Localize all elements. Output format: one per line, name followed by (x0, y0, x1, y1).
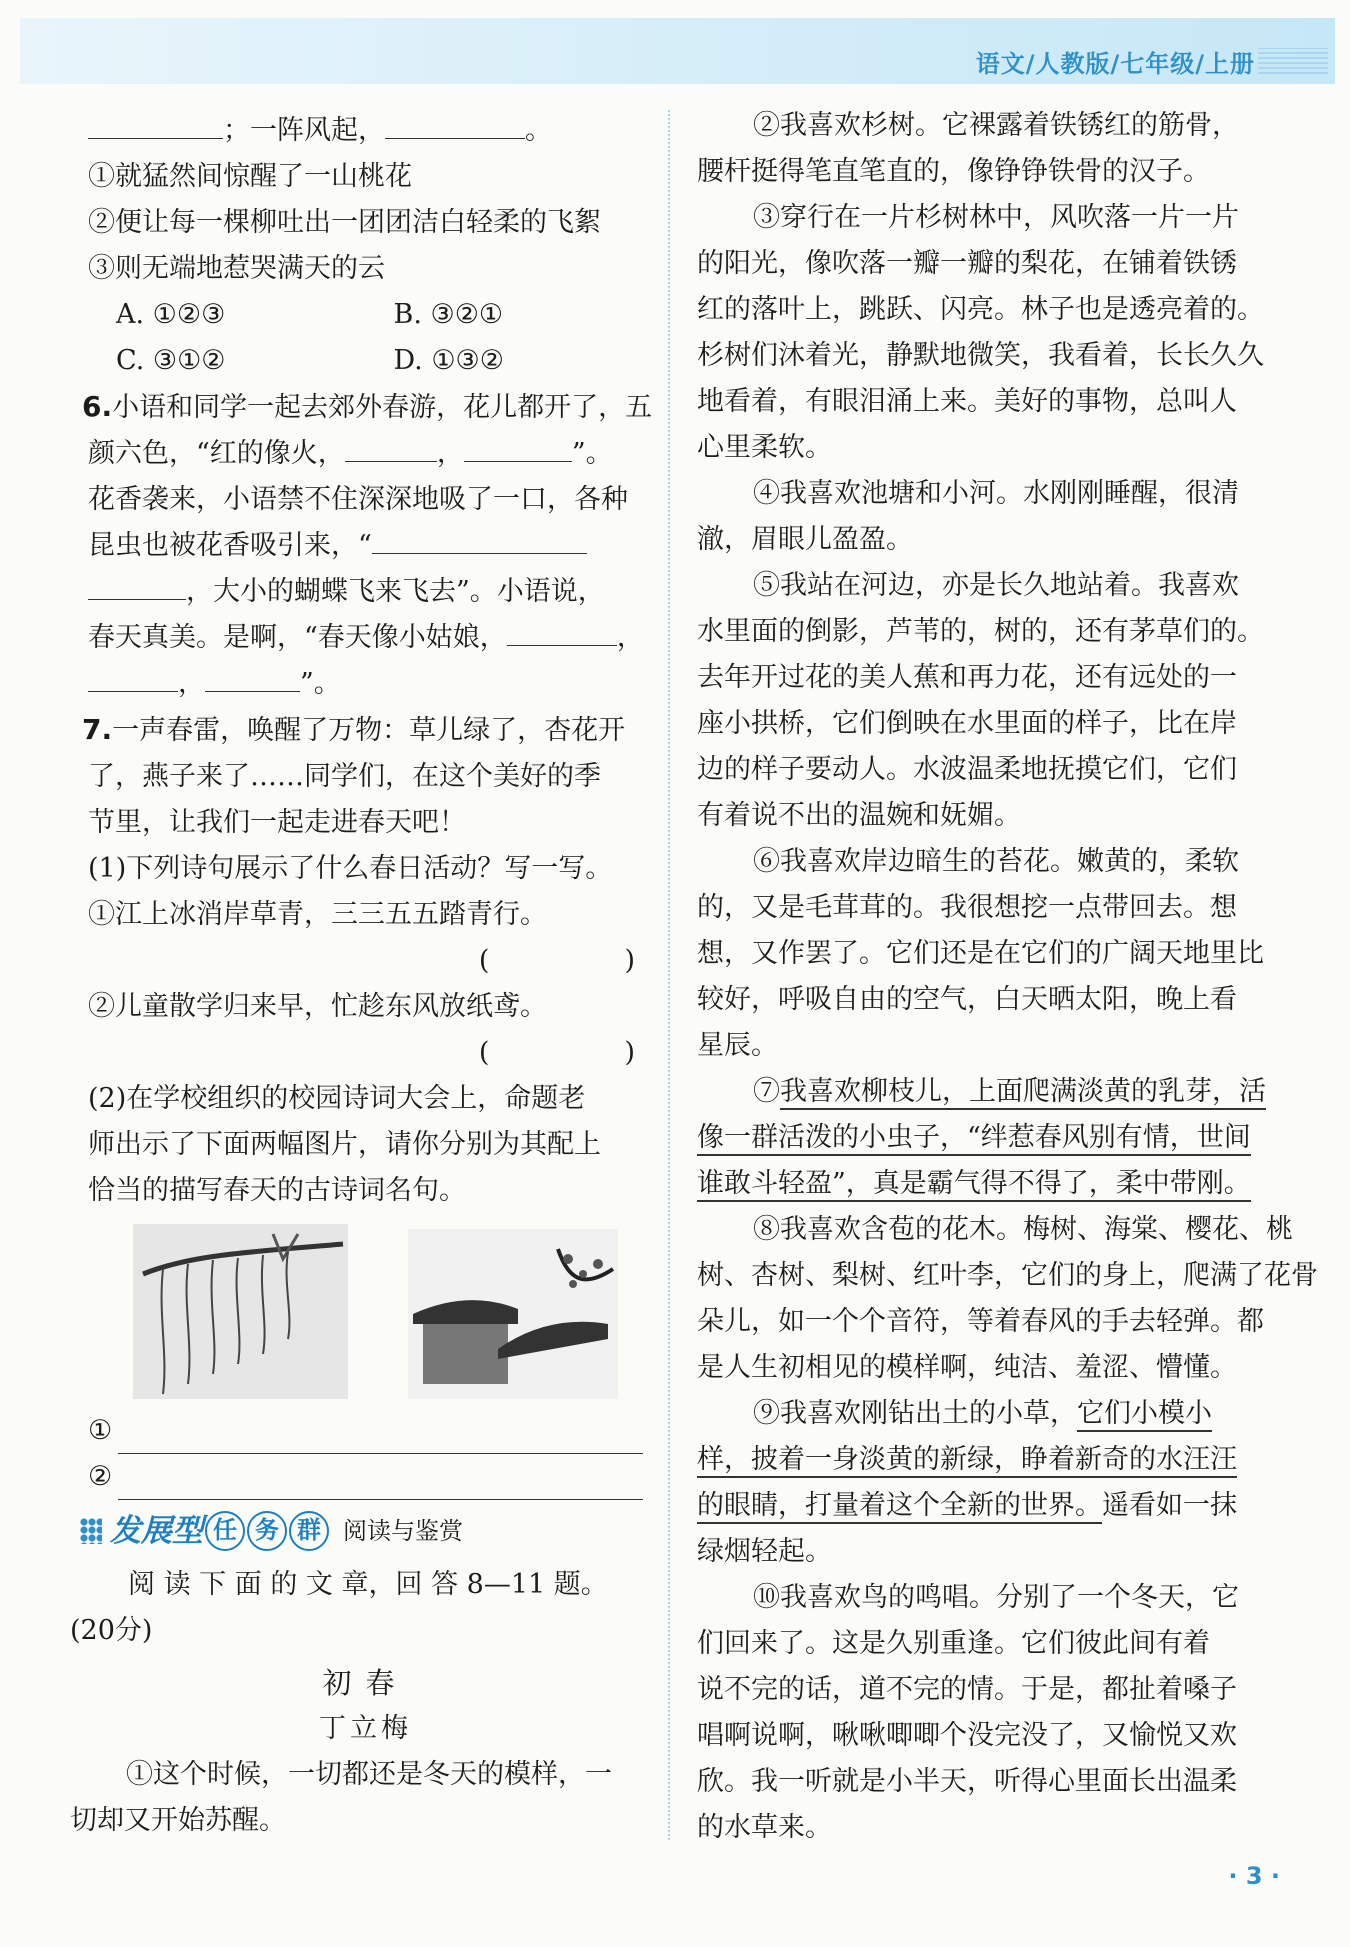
q6-line: 春天真美。是啊，“春天像小姑娘， ， (88, 615, 643, 661)
article-line: 的水草来。 (697, 1812, 832, 1843)
article-line: ②我喜欢杉树。它裸露着铁锈红的筋骨， (753, 110, 1239, 141)
answer-blank[interactable] (345, 431, 437, 462)
underlined-text: 它们小模小 (1077, 1398, 1212, 1432)
article-line: ⑩我喜欢鸟的鸣唱。分别了一个冬天，它 (753, 1582, 1239, 1613)
q6-line: 6.小语和同学一起去郊外春游，花儿都开了，五 (82, 390, 653, 423)
article-line: 的，又是毛茸茸的。我很想挖一点带回去。想 (697, 892, 1237, 923)
left-column (70, 108, 653, 1844)
article-line: 唱啊说啊，啾啾唧唧个没完没了，又愉悦又欢 (697, 1720, 1237, 1751)
q5-option: ②便让每一棵柳吐出一团团洁白轻柔的飞絮 (88, 207, 601, 238)
poem-line: ①江上冰消岸草青，三三五五踏青行。 (88, 899, 547, 930)
q7-part2: (2)在学校组织的校园诗词大会上，命题老 (88, 1083, 586, 1114)
q5-choices-row (88, 338, 643, 384)
answer-blank[interactable] (464, 431, 572, 462)
illustrations (88, 1224, 643, 1404)
article-line: 朵儿，如一个个音符，等着春风的手去轻弹。都 (697, 1306, 1264, 1337)
article-author: 丁立梅 (319, 1713, 412, 1744)
answer-blank[interactable] (205, 661, 300, 692)
q7-line: 了，燕子来了……同学们，在这个美好的季 (88, 761, 601, 792)
willow-illustration (133, 1224, 348, 1399)
article-line: ⑦我喜欢柳枝儿，上面爬满淡黄的乳芽，活 (697, 1069, 1257, 1115)
article-line: 地看着，有眼泪涌上来。美好的事物，总叫人 (697, 386, 1237, 417)
question-number: 6. (82, 390, 113, 423)
right-column (697, 103, 1318, 1851)
q7-part1: (1)下列诗句展示了什么春日活动？写一写。 (88, 853, 613, 884)
article-line: 杉树们沐着光，静默地微笑，我看着，长长久久 (697, 340, 1264, 371)
article-line: 绿烟轻起。 (697, 1536, 832, 1567)
article-line: ⑨我喜欢刚钻出土的小草，它们小模小 (697, 1391, 1257, 1437)
choice-c[interactable]: C. ③①② (116, 345, 226, 376)
header-title: 语文/人教版/七年级/上册 (975, 50, 1255, 78)
underlined-text: 谁敢斗轻盈”，真是霸气得不得了，柔中带刚。 (697, 1168, 1251, 1202)
article-line: 澈，眉眼儿盈盈。 (697, 524, 913, 555)
article-paragraph: 切却又开始苏醒。 (70, 1805, 286, 1836)
article-line: 是人生初相见的模样啊，纯洁、羞涩、懵懂。 (697, 1352, 1237, 1383)
underlined-text: 样，披着一身淡黄的新绿，睁着新奇的水汪汪 (697, 1444, 1237, 1478)
article-line (697, 1437, 1257, 1483)
article-line: ④我喜欢池塘和小河。水刚刚睡醒，很清 (753, 478, 1239, 509)
underlined-text: 像一群活泼的小虫子，“绊惹春风别有情，世间 (697, 1122, 1251, 1156)
article-line: 边的样子要动人。水波温柔地抚摸它们，它们 (697, 754, 1237, 785)
article-line: 心里柔软。 (697, 432, 832, 463)
underlined-text: 的眼睛，打量着这个全新的世界。 (697, 1490, 1102, 1524)
q6-line: 颜六色，“红的像火， ， ”。 (88, 431, 643, 477)
article-line: 座小拱桥，它们倒映在水里面的样子，比在岸 (697, 708, 1237, 739)
answer-blank[interactable] (88, 108, 223, 139)
q6-line: ，大小的蝴蝶飞来飞去”。小语说， (88, 569, 643, 615)
article-title: 初春 (322, 1666, 409, 1700)
q7-part2: 师出示了下面两幅图片，请你分别为其配上 (88, 1129, 601, 1160)
q7-line: 7.一声春雷，唤醒了万物：草儿绿了，杏花开 (82, 713, 626, 746)
section-char: 务 (247, 1511, 287, 1551)
q5-option: ①就猛然间惊醒了一山桃花 (88, 161, 412, 192)
q5-tail: ；一阵风起， 。 (88, 108, 643, 154)
article-line: 水里面的倒影，芦苇的，树的，还有茅草们的。 (697, 616, 1264, 647)
article-line: 腰杆挺得笔直笔直的，像铮铮铁骨的汉子。 (697, 156, 1210, 187)
answer-blank[interactable] (507, 615, 617, 646)
article-line: 有着说不出的温婉和妩媚。 (697, 800, 1021, 831)
choice-a[interactable]: A. ①②③ (116, 299, 226, 330)
article-line: 较好，呼吸自由的空气，白天晒太阳，晚上看 (697, 984, 1237, 1015)
answer-blank[interactable] (88, 661, 178, 692)
q6-line: 花香袭来，小语禁不住深深地吸了一口，各种 (88, 484, 628, 515)
header-stripes (1258, 48, 1328, 74)
answer-paren[interactable]: ( ) (478, 945, 635, 976)
answer-line-1[interactable]: ① (88, 1408, 643, 1454)
section-char: 群 (289, 1511, 329, 1551)
article-line: 的眼睛，打量着这个全新的世界。遥看如一抹 (697, 1483, 1257, 1529)
section-heading (80, 1500, 643, 1562)
q5-option: ③则无端地惹哭满天的云 (88, 253, 385, 284)
article-line: 欣。我一听就是小半天，听得心里面长出温柔 (697, 1766, 1237, 1797)
section-dots-icon (80, 1518, 102, 1544)
pavilion-illustration (408, 1229, 618, 1399)
article-line: 星辰。 (697, 1030, 778, 1061)
article-line (697, 1115, 1257, 1161)
question-number: 7. (82, 713, 113, 746)
article-line: 树、杏树、梨树、红叶李，它们的身上，爬满了花骨 (697, 1260, 1318, 1291)
reading-intro: 阅 读 下 面 的 文 章，回 答 8—11 题。 (128, 1569, 608, 1600)
answer-paren[interactable]: ( ) (478, 1037, 635, 1068)
answer-blank[interactable] (385, 108, 525, 139)
q7-line: 节里，让我们一起走进春天吧！ (88, 807, 466, 838)
choice-b[interactable]: B. ③②① (393, 299, 504, 330)
answer-blank[interactable] (372, 523, 587, 554)
article-line: ⑤我站在河边，亦是长久地站着。我喜欢 (753, 570, 1239, 601)
article-line: ⑥我喜欢岸边暗生的苔花。嫩黄的，柔软 (753, 846, 1239, 877)
section-subtitle: 阅读与鉴赏 (343, 1517, 463, 1545)
article-line: 说不完的话，道不完的情。于是，都扯着嗓子 (697, 1674, 1237, 1705)
q6-line: 昆虫也被花香吸引来，“ (88, 523, 643, 569)
article-line: 的阳光，像吹落一瓣一瓣的梨花，在铺着铁锈 (697, 248, 1237, 279)
q5-choices-row (88, 292, 643, 338)
article-line: ⑧我喜欢含苞的花木。梅树、海棠、樱花、桃 (753, 1214, 1293, 1245)
article-line (697, 1161, 1257, 1207)
article-line: 红的落叶上，跳跃、闪亮。林子也是透亮着的。 (697, 294, 1264, 325)
page-number: · 3 · (1228, 1862, 1280, 1890)
column-divider (668, 110, 670, 1840)
section-char: 任 (205, 1511, 245, 1551)
answer-blank[interactable] (88, 569, 186, 600)
article-paragraph: ①这个时候，一切都还是冬天的模样，一 (126, 1759, 612, 1790)
poem-line: ②儿童散学归来早，忙趁东风放纸鸢。 (88, 991, 547, 1022)
article-line: ③穿行在一片杉树林中，风吹落一片一片 (753, 202, 1239, 233)
reading-intro-score: (20分) (70, 1615, 153, 1646)
underlined-text: 我喜欢柳枝儿，上面爬满淡黄的乳芽，活 (780, 1076, 1266, 1110)
article-line: 去年开过花的美人蕉和再力花，还有远处的一 (697, 662, 1237, 693)
q7-part2: 恰当的描写春天的古诗词名句。 (88, 1175, 466, 1206)
article-line: 们回来了。这是久别重逢。它们彼此间有着 (697, 1628, 1210, 1659)
article-line: 想，又作罢了。它们还是在它们的广阔天地里比 (697, 938, 1264, 969)
q6-line: ， ”。 (88, 661, 643, 707)
answer-line-2[interactable]: ② (88, 1454, 643, 1500)
section-title: 发展型 (110, 1513, 203, 1549)
choice-d[interactable]: D. ①③② (393, 345, 504, 376)
